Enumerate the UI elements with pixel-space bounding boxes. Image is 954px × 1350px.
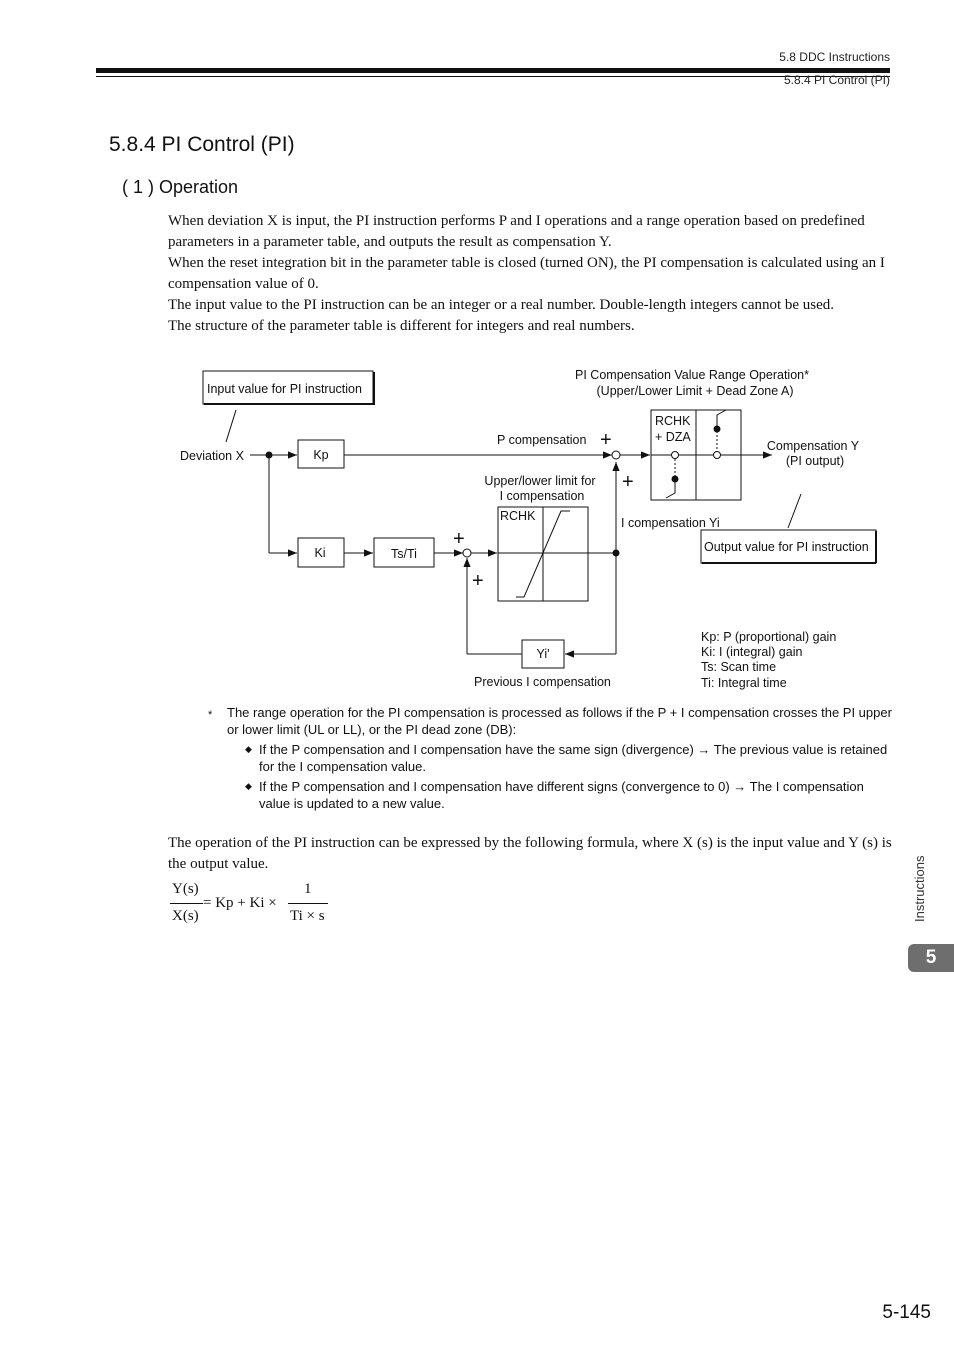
formula-intro: The operation of the PI instruction can be expressed by the following formula, where X (s) is the input value and Y (s) is the output value. — [168, 835, 892, 872]
footnote-mark: * — [208, 709, 213, 721]
limit-label-2: I compensation — [499, 489, 585, 503]
legend-item: Ts: Scan time — [701, 660, 777, 674]
page-number: 5-145 — [882, 1302, 931, 1323]
branch-dot — [613, 550, 620, 557]
i-comp-label: I compensation Yi — [621, 516, 720, 530]
yi-prev-label: Yi' — [536, 647, 550, 661]
section-heading: ( 1 ) Operation — [122, 177, 239, 197]
ki-label: Ki — [314, 546, 326, 560]
plus-sign: + — [472, 570, 484, 592]
range-subtitle: (Upper/Lower Limit + Dead Zone A) — [596, 384, 794, 398]
rchk-dza-label-2: + DZA — [655, 430, 691, 444]
prev-i-label: Previous I compensation — [474, 675, 611, 689]
formula-one: 1 — [304, 881, 312, 897]
deviation-label: Deviation X — [180, 449, 244, 463]
page-title: 5.8.4 PI Control (PI) — [109, 133, 295, 156]
p-comp-label: P compensation — [497, 433, 587, 447]
legend-item: Kp: P (proportional) gain — [701, 630, 837, 644]
summing-node-1 — [463, 549, 471, 557]
footnote-text: The range operation for the PI compensation is processed as follows if the P + I compensation crosses the PI upper or lower limit (UL or LL), or the PI dead zone (DB): — [227, 705, 892, 737]
legend-item: Ti: Integral time — [701, 676, 787, 690]
rchk-dza-label: RCHK — [655, 414, 691, 428]
plus-sign: + — [453, 528, 465, 550]
formula-y: Y(s) — [172, 881, 199, 897]
input-callout-leader — [226, 410, 236, 442]
formula-x: X(s) — [172, 908, 199, 924]
paragraph: The input value to the PI instruction can be an integer or a real number. Double-length integers cannot be used. — [168, 297, 835, 313]
paragraph: When the reset integration bit in the parameter table is closed (turned ON), the PI compensation is calculated using an I compensation value of 0. — [168, 255, 885, 292]
header-section: 5.8 DDC Instructions — [779, 50, 890, 64]
formula-tis: Ti × s — [290, 908, 325, 924]
paragraph: When deviation X is input, the PI instruction performs P and I operations and a range operation based on predefined parameters in a parameter table, and outputs the result as compensation Y. — [168, 213, 865, 250]
footnote-bullet: If the P compensation and I compensation have different signs (convergence to 0) → The I compensation value is updated to a new value. — [259, 779, 864, 811]
rchk-label: RCHK — [500, 509, 536, 523]
header-subsection: 5.8.4 PI Control (PI) — [783, 73, 890, 87]
plus-sign: + — [600, 429, 612, 451]
output-callout-leader — [788, 494, 801, 528]
input-callout-label: Input value for PI instruction — [207, 382, 362, 396]
formula-middle: = Kp + Ki × — [203, 895, 277, 911]
tsti-label: Ts/Ti — [391, 547, 417, 561]
comp-y-label-2: (PI output) — [785, 454, 845, 468]
plus-sign: + — [622, 471, 634, 493]
bullet-icon: ◆ — [245, 744, 252, 754]
footnote-bullet: If the P compensation and I compensation have the same sign (divergence) → The previous value is retained for the I compensation value. — [259, 742, 888, 774]
comp-y-label: Compensation Y — [766, 439, 860, 453]
fraction-bar — [170, 903, 203, 904]
paragraph: The structure of the parameter table is different for integers and real numbers. — [168, 318, 635, 334]
range-title: PI Compensation Value Range Operation* — [575, 368, 809, 382]
limit-label: Upper/lower limit for — [484, 474, 596, 488]
branch-dot — [266, 452, 273, 459]
chapter-tab[interactable]: 5 — [908, 944, 954, 972]
summing-node-2 — [612, 451, 620, 459]
fraction-bar — [288, 903, 328, 904]
legend-item: Ki: I (integral) gain — [701, 645, 803, 659]
output-callout-label: Output value for PI instruction — [704, 540, 869, 554]
kp-label: Kp — [313, 448, 329, 462]
bullet-icon: ◆ — [245, 781, 252, 791]
